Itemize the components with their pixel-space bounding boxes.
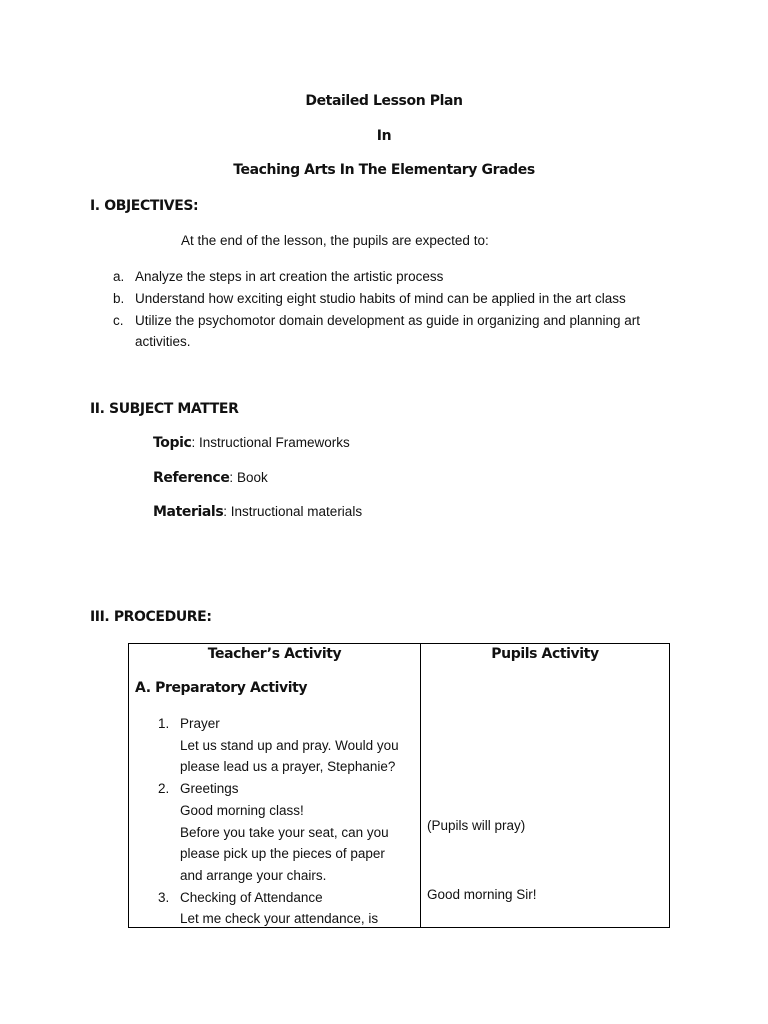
list-marker: c. xyxy=(113,312,124,328)
materials-value: Instructional materials xyxy=(230,504,363,519)
step-line: Good morning class! xyxy=(180,802,304,818)
column-divider xyxy=(420,644,421,927)
teacher-activity-header: Teacher’s Activity xyxy=(207,646,342,662)
list-item xyxy=(129,713,419,778)
pupil-response: (Pupils will pray) xyxy=(427,818,526,833)
step-title: Greetings xyxy=(180,781,239,797)
objectives-intro: At the end of the lesson, the pupils are expected to: xyxy=(181,233,489,248)
objective-text: Understand how exciting eight studio habits of mind can be applied in the art class xyxy=(135,290,626,306)
doc-subject-title: Teaching Arts In The Elementary Grades xyxy=(233,162,535,178)
topic-field xyxy=(153,435,350,451)
list-item xyxy=(129,778,419,887)
step-line: please pick up the pieces of paper xyxy=(180,846,385,862)
reference-label: Reference xyxy=(153,470,230,486)
step-number: 2. xyxy=(158,781,170,797)
objective-item xyxy=(108,266,668,288)
materials-field xyxy=(153,504,362,520)
step-line: Before you take your seat, can you xyxy=(180,824,389,840)
step-line: please lead us a prayer, Stephanie? xyxy=(180,759,396,775)
step-number: 3. xyxy=(158,889,170,905)
objective-item xyxy=(108,310,668,354)
list-marker: b. xyxy=(113,290,125,306)
doc-title: Detailed Lesson Plan xyxy=(305,93,463,109)
reference-separator: : xyxy=(229,470,237,485)
pupil-response: Good morning Sir! xyxy=(427,887,537,902)
step-line: Let me check your attendance, is xyxy=(180,911,379,927)
reference-field xyxy=(153,470,268,486)
topic-label: Topic xyxy=(153,435,192,451)
procedure-heading: III. PROCEDURE: xyxy=(90,609,212,625)
step-title: Checking of Attendance xyxy=(180,889,323,905)
objective-item xyxy=(108,288,668,310)
subject-matter-heading: II. SUBJECT MATTER xyxy=(90,401,239,417)
materials-separator: : xyxy=(223,504,231,519)
reference-value: Book xyxy=(236,470,268,485)
materials-label: Materials xyxy=(153,504,224,520)
list-item xyxy=(129,887,419,930)
doc-title-connector: In xyxy=(376,128,392,144)
step-line: and arrange your chairs. xyxy=(180,867,327,883)
procedure-table xyxy=(128,643,670,928)
preparatory-steps-list xyxy=(129,713,419,930)
step-number: 1. xyxy=(158,716,170,731)
objective-text: Utilize the psychomotor domain development as guide in organizing and planning art activities. xyxy=(135,312,641,350)
step-line: Let us stand up and pray. Would you xyxy=(180,737,399,753)
pupils-activity-header: Pupils Activity xyxy=(491,646,599,662)
topic-separator: : xyxy=(191,435,199,450)
objective-text: Analyze the steps in art creation the artistic process xyxy=(135,269,444,284)
list-marker: a. xyxy=(113,269,125,284)
step-title: Prayer xyxy=(180,716,220,731)
objectives-heading: I. OBJECTIVES: xyxy=(90,198,199,214)
topic-value: Instructional Frameworks xyxy=(198,435,350,450)
objectives-list xyxy=(108,266,668,353)
preparatory-activity-heading: A. Preparatory Activity xyxy=(135,680,308,696)
